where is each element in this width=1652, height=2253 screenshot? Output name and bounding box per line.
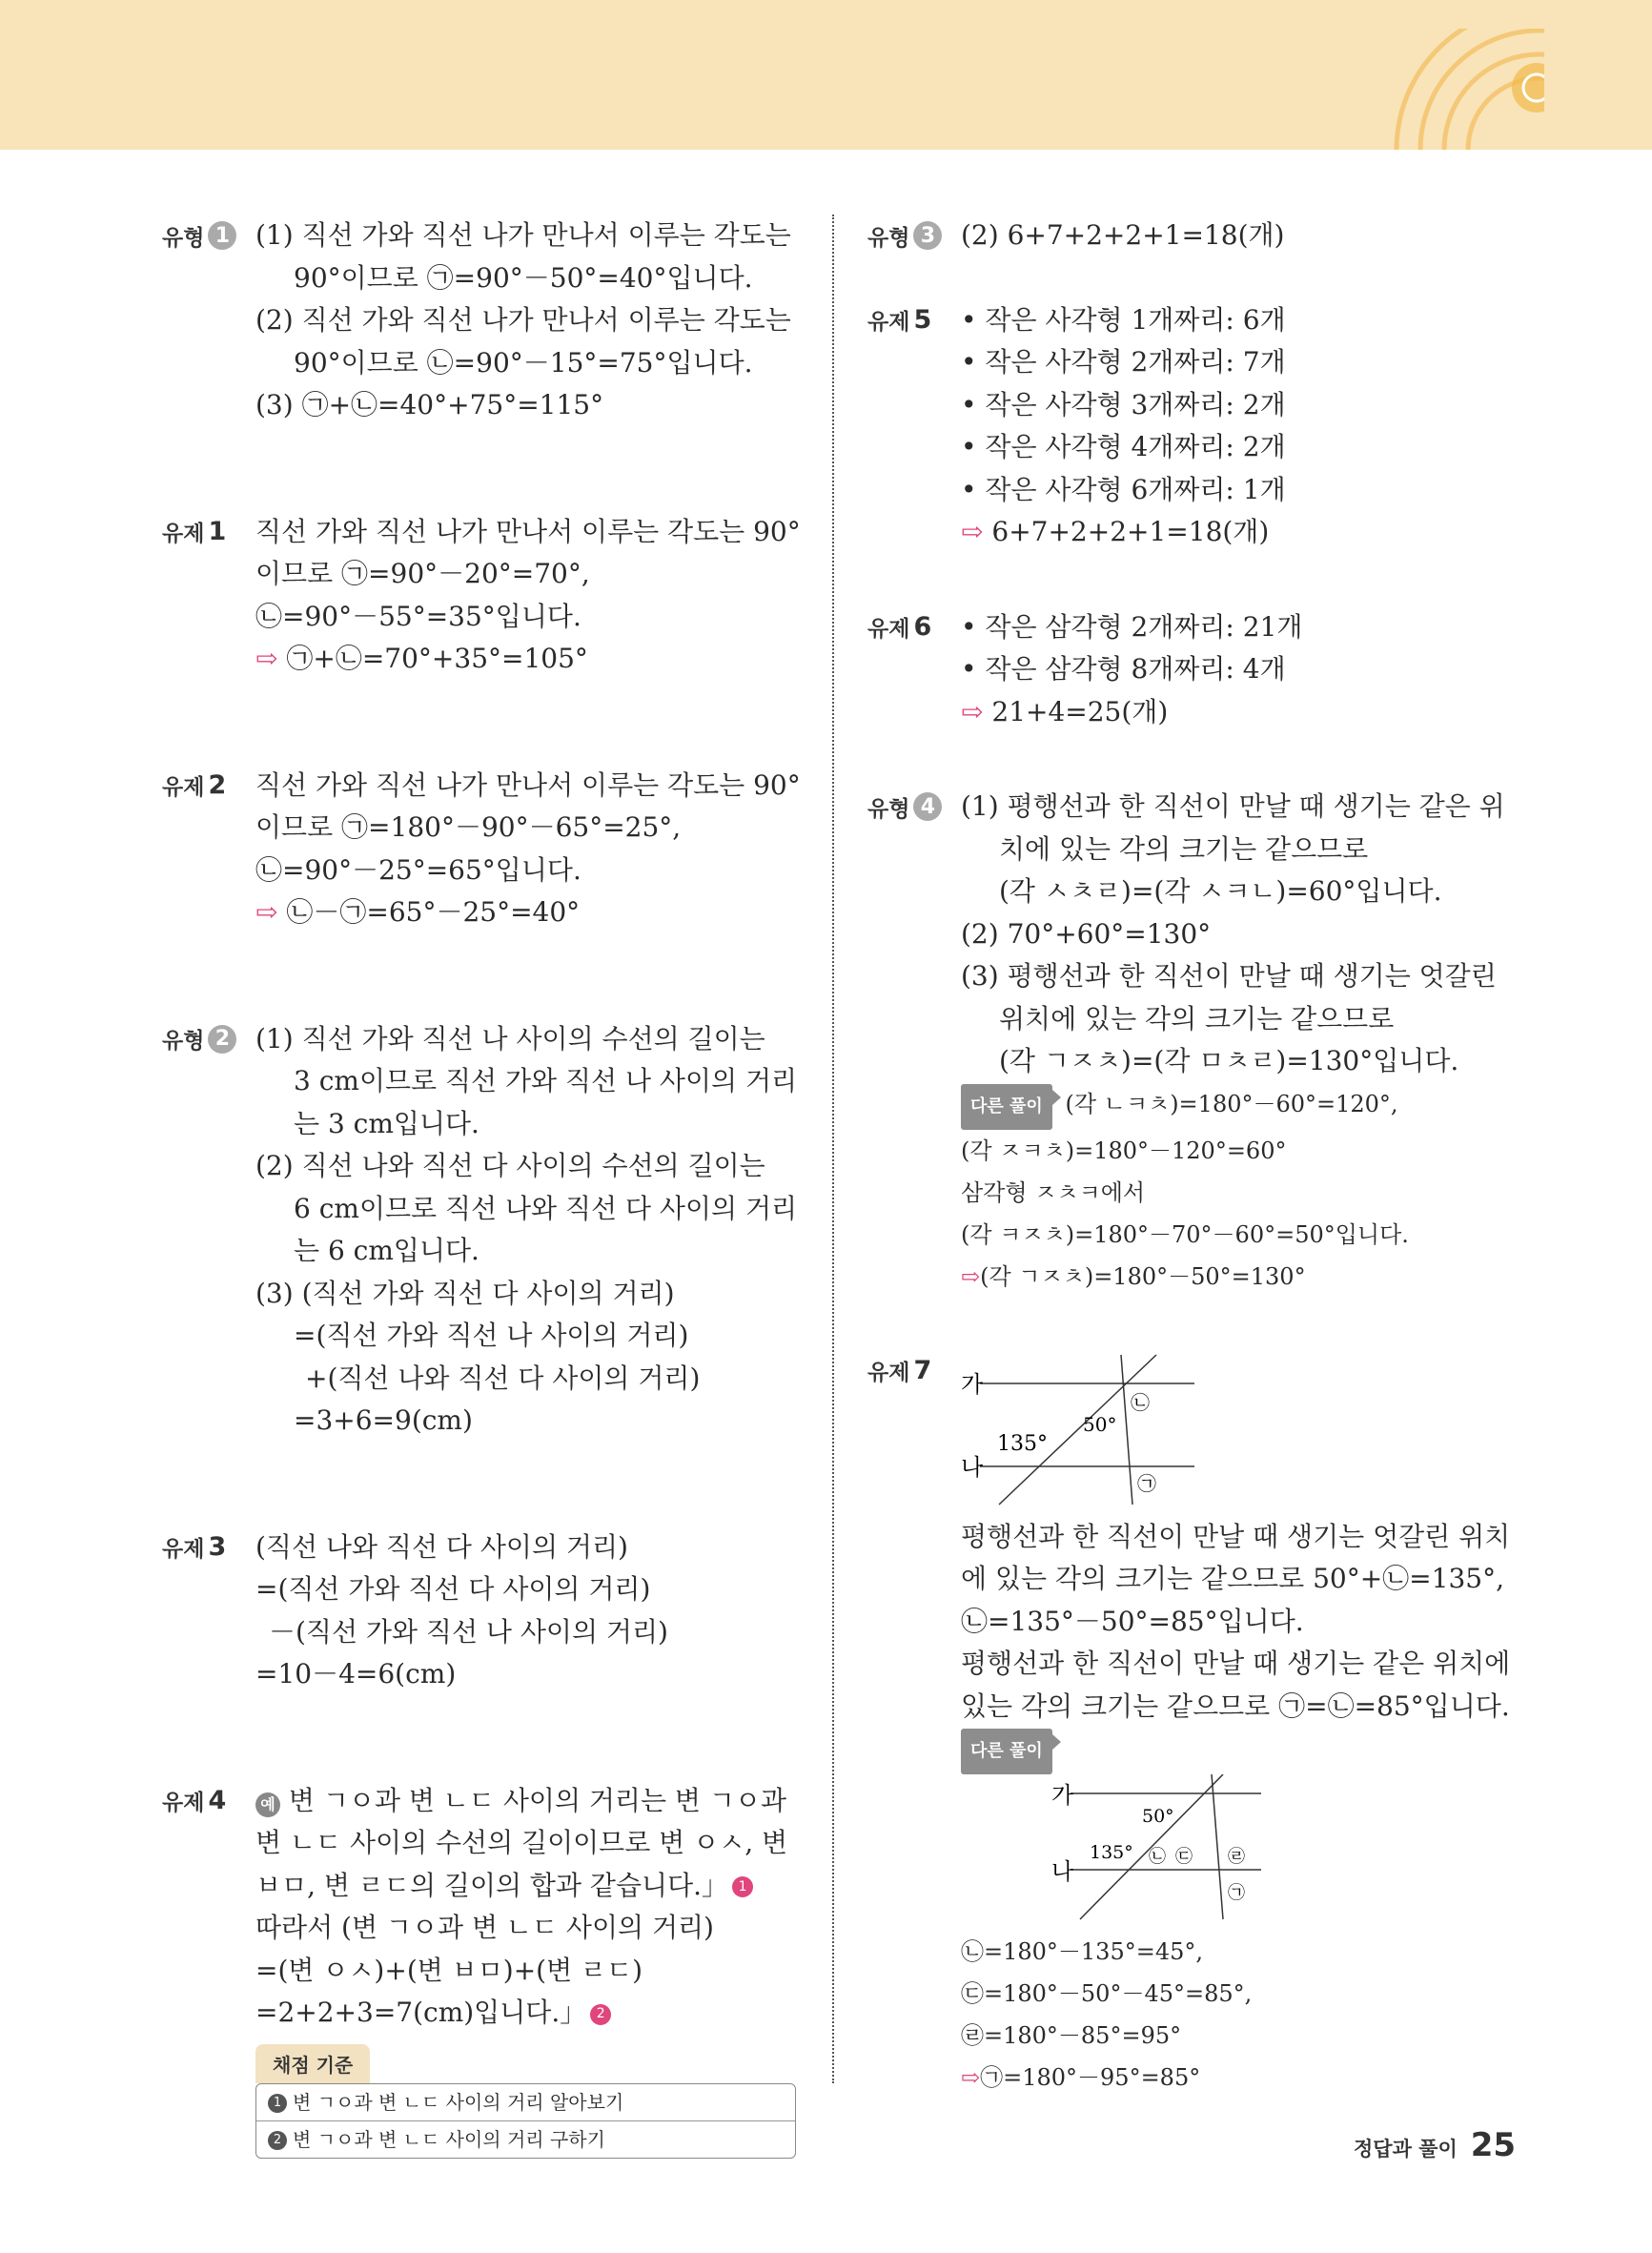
- parallel-lines-figure: [961, 1350, 1209, 1512]
- text-line: 있는 각의 크기는 같으므로 ㉠=㉡=85°입니다.: [961, 1690, 1510, 1722]
- text-line: (2) 6+7+2+2+1=18(개): [961, 219, 1285, 251]
- text-line: 평행선과 한 직선이 만날 때 생기는 같은 위치에: [961, 1648, 1511, 1679]
- page-footer: [1354, 2126, 1516, 2164]
- text-line: 위치에 있는 각의 크기는 같으므로: [999, 1002, 1395, 1034]
- text-line: 치에 있는 각의 크기는 같으므로: [999, 832, 1369, 865]
- answer-line: ⇨ ㉡－㉠=65°－25°=40°: [255, 896, 581, 928]
- text-line: • 작은 삼각형 2개짜리: 21개: [961, 610, 1303, 643]
- exercise-label: 유제 7: [867, 1356, 932, 1385]
- type-3: [867, 215, 1516, 257]
- text-line: 6 cm이므로 직선 나와 직선 다 사이의 거리: [294, 1192, 798, 1224]
- transversal: [999, 1355, 1156, 1505]
- answer-line: ⇨ ㉠+㉡=70°+35°=105°: [255, 643, 588, 674]
- criteria-row: 1 변 ㄱㅇ과 변 ㄴㄷ 사이의 거리 알아보기: [256, 2084, 795, 2120]
- text-line: =(직선 가와 직선 나 사이의 거리): [294, 1320, 689, 1351]
- alt-line: (각 ㅈㅋㅊ)=180°－120°=60°: [961, 1137, 1287, 1164]
- text-line: (1) 직선 가와 직선 나 사이의 수선의 길이는: [255, 1022, 765, 1055]
- alt-answer-line: ⇨㉠=180°－95°=85°: [961, 2064, 1201, 2091]
- exercise-label: 유제 2: [162, 770, 227, 800]
- score-mark-1: 1: [732, 1876, 753, 1897]
- text-line: (2) 직선 나와 직선 다 사이의 수선의 길이는: [255, 1150, 765, 1181]
- angle-label: ㉡: [1149, 1847, 1166, 1867]
- text-line: (3) 평행선과 한 직선이 만날 때 생기는 엇갈린: [961, 960, 1497, 992]
- angle-label: ㉣: [1228, 1847, 1245, 1867]
- angle-50: 50°: [1083, 1412, 1117, 1436]
- right-column: [867, 215, 1516, 2099]
- alt-line: 다른 풀이 (각 ㄴㅋㅊ)=180°－60°=120°,: [961, 1083, 1516, 1130]
- angle-50: 50°: [1142, 1806, 1174, 1827]
- text-line: =10－4=6(cm): [255, 1658, 457, 1690]
- alt-line: ㉡=180°－135°=45°,: [961, 1938, 1204, 1965]
- text-line: ㅂㅁ, 변 ㄹㄷ의 길이의 합과 같습니다.」 1: [255, 1865, 801, 1908]
- angle-label: ㉠: [1137, 1471, 1156, 1495]
- answer-arrow-icon: ⇨: [255, 643, 278, 674]
- exercise-3: [162, 1526, 801, 1696]
- criteria-table: [255, 2083, 796, 2159]
- alt-parallel-lines-figure: [1051, 1774, 1299, 1927]
- text-line: 3 cm이므로 직선 가와 직선 나 사이의 거리: [294, 1065, 798, 1096]
- angle-135: 135°: [997, 1431, 1048, 1456]
- type-number-badge: 2: [208, 1025, 236, 1054]
- text-line: 변 ㄴㄷ 사이의 수선의 길이이므로 변 ㅇㅅ, 변: [255, 1827, 788, 1858]
- angle-label: ㉠: [1228, 1883, 1245, 1903]
- exercise-label: 유제 5: [867, 305, 932, 335]
- column-divider: [832, 215, 834, 2083]
- text-line: －(직선 가와 직선 나 사이의 거리): [269, 1615, 668, 1648]
- type-1: [162, 215, 801, 427]
- example-badge: 예: [255, 1792, 280, 1817]
- page-number: 25: [1470, 2126, 1517, 2164]
- text-line: • 작은 사각형 2개짜리: 7개: [961, 346, 1286, 378]
- text-line: • 작은 사각형 1개짜리: 6개: [961, 303, 1286, 336]
- answer-arrow-icon: ⇨: [961, 516, 984, 547]
- exercise-1: [162, 511, 801, 681]
- text-line: • 작은 사각형 6개짜리: 1개: [961, 473, 1286, 505]
- criteria-row: 2 변 ㄱㅇ과 변 ㄴㄷ 사이의 거리 구하기: [256, 2120, 795, 2158]
- text-line: (직선 나와 직선 다 사이의 거리): [255, 1530, 628, 1563]
- type-number-badge: 3: [913, 221, 942, 250]
- alt-line: 삼각형 ㅈㅊㅋ에서: [961, 1178, 1146, 1206]
- exercise-5: [867, 299, 1516, 554]
- text-line: (각 ㅅㅊㄹ)=(각 ㅅㅋㄴ)=60°입니다.: [999, 875, 1442, 907]
- alt-solution-tag: 다른 풀이: [961, 1729, 1052, 1774]
- text-line: (1) 평행선과 한 직선이 만날 때 생기는 같은 위: [961, 790, 1505, 822]
- type-number-badge: 1: [208, 221, 236, 250]
- text-line: =(직선 가와 직선 다 사이의 거리): [255, 1573, 651, 1605]
- text-line: 이므로 ㉠=180°－90°－65°=25°,: [255, 811, 682, 843]
- text-line: ㉡=135°－50°=85°입니다.: [961, 1605, 1304, 1637]
- text-line: ㉡=90°－55°=35°입니다.: [255, 600, 581, 632]
- text-line: (3) ㉠+㉡=40°+75°=115°: [255, 389, 604, 420]
- alt-line: ㉣=180°－85°=95°: [961, 2022, 1182, 2049]
- text-line: 직선 가와 직선 나가 만나서 이루는 각도는 90°: [255, 768, 801, 801]
- exercise-7: [867, 1350, 1516, 2099]
- text-line: 90°이므로 ㉠=90°－50°=40°입니다.: [294, 261, 753, 294]
- angle-135: 135°: [1090, 1842, 1133, 1863]
- text-line: =(변 ㅇㅅ)+(변 ㅂㅁ)+(변 ㄹㄷ): [255, 1954, 643, 1986]
- crossing-line: [1121, 1355, 1132, 1505]
- label-ga: 가: [1051, 1782, 1074, 1809]
- angle-label: ㉡: [1131, 1390, 1150, 1414]
- exercise-label: 유제 1: [162, 517, 227, 546]
- label-ga: 가: [961, 1370, 984, 1398]
- label-na: 나: [1051, 1858, 1074, 1885]
- text-line: +(직선 나와 직선 다 사이의 거리): [305, 1362, 701, 1394]
- left-column: [162, 215, 801, 2159]
- text-line: (1) 직선 가와 직선 나가 만나서 이루는 각도는: [255, 219, 791, 251]
- text-line: 예 변 ㄱㅇ과 변 ㄴㄷ 사이의 거리는 변 ㄱㅇ과: [255, 1780, 801, 1823]
- text-line: ㉡=90°－25°=65°입니다.: [255, 853, 581, 886]
- exercise-4: [162, 1780, 801, 2159]
- type-number-badge: 4: [913, 792, 942, 821]
- score-mark-2: 2: [590, 2004, 611, 2025]
- text-line: 는 6 cm입니다.: [294, 1235, 479, 1266]
- type-label: 유형 1: [162, 215, 236, 256]
- type-label: 유형 3: [867, 215, 942, 256]
- alt-line: ㉢=180°－50°－45°=85°,: [961, 1980, 1253, 2007]
- alt-answer-line: ⇨(각 ㄱㅈㅊ)=180°－50°=130°: [961, 1262, 1306, 1290]
- exercise-label: 유제 4: [162, 1786, 227, 1815]
- type-label: 유형 4: [867, 786, 942, 828]
- alt-line: [961, 1728, 1516, 1774]
- footer-title: 정답과 풀이: [1354, 2138, 1458, 2161]
- text-line: (2) 70°+60°=130°: [961, 917, 1212, 950]
- text-line: 에 있는 각의 크기는 같으므로 50°+㉡=135°,: [961, 1563, 1504, 1594]
- text-line: 90°이므로 ㉡=90°－15°=75°입니다.: [294, 346, 753, 379]
- exercise-label: 유제 6: [867, 612, 932, 642]
- text-line: 평행선과 한 직선이 만날 때 생기는 엇갈린 위치: [961, 1520, 1511, 1552]
- answer-line: ⇨ 21+4=25(개): [961, 695, 1169, 727]
- label-na: 나: [961, 1453, 984, 1481]
- text-line: (2) 직선 가와 직선 나가 만나서 이루는 각도는: [255, 304, 791, 336]
- angle-label: ㉢: [1175, 1847, 1193, 1867]
- alt-line: (각 ㅋㅈㅊ)=180°－70°－60°=50°입니다.: [961, 1220, 1409, 1248]
- criteria-title: 채점 기준: [255, 2044, 370, 2083]
- answer-arrow-icon: ⇨: [961, 2064, 981, 2091]
- answer-line: ⇨ 6+7+2+2+1=18(개): [961, 516, 1270, 547]
- text-line: (각 ㄱㅈㅊ)=(각 ㅁㅊㄹ)=130°입니다.: [999, 1045, 1459, 1076]
- text-line: 는 3 cm입니다.: [294, 1107, 479, 1139]
- text-line: • 작은 삼각형 8개짜리: 4개: [961, 653, 1286, 685]
- type-label: 유형 2: [162, 1018, 236, 1060]
- type-4: [867, 786, 1516, 1298]
- text-line: =2+2+3=7(cm)입니다.」 2: [255, 1992, 801, 2035]
- text-line: (3) (직선 가와 직선 다 사이의 거리): [255, 1277, 675, 1309]
- exercise-2: [162, 765, 801, 934]
- exercise-6: [867, 606, 1516, 734]
- text-line: 따라서 (변 ㄱㅇ과 변 ㄴㄷ 사이의 거리): [255, 1912, 714, 1943]
- text-line: • 작은 사각형 3개짜리: 2개: [961, 388, 1286, 420]
- text-line: 직선 가와 직선 나가 만나서 이루는 각도는 90°: [255, 515, 801, 547]
- answer-arrow-icon: ⇨: [961, 1262, 981, 1290]
- exercise-label: 유제 3: [162, 1532, 227, 1562]
- circle-decoration: [1373, 29, 1544, 150]
- text-line: • 작은 사각형 4개짜리: 2개: [961, 431, 1286, 462]
- type-2: [162, 1018, 801, 1443]
- answer-arrow-icon: ⇨: [255, 896, 278, 928]
- text-line: 이므로 ㉠=90°－20°=70°,: [255, 558, 590, 589]
- answer-arrow-icon: ⇨: [961, 695, 984, 727]
- text-line: =3+6=9(cm): [294, 1404, 473, 1436]
- alt-solution-tag: 다른 풀이: [961, 1084, 1052, 1130]
- crossing-line: [1212, 1774, 1223, 1919]
